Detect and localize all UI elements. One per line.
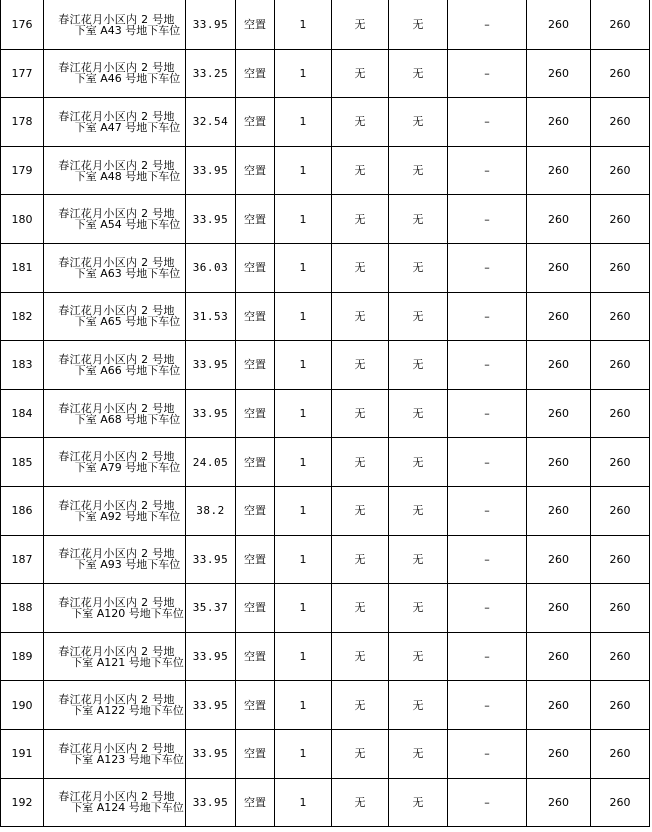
col7-cell: 无 <box>389 341 448 390</box>
area-cell: 33.95 <box>186 146 236 195</box>
col8-cell: – <box>448 438 527 487</box>
col9-cell: 260 <box>527 98 591 147</box>
col7-cell: 无 <box>389 681 448 730</box>
col9-cell: 260 <box>527 146 591 195</box>
col7-cell: 无 <box>389 632 448 681</box>
parking-space-name-line2: 下室 A47 号地下车位 <box>74 120 181 134</box>
area-cell: 24.05 <box>186 438 236 487</box>
col9-cell: 260 <box>527 195 591 244</box>
quantity-cell: 1 <box>275 729 332 778</box>
parking-space-name-cell <box>44 535 186 584</box>
row-number-cell: 184 <box>1 389 44 438</box>
col8-cell: – <box>448 535 527 584</box>
parking-space-name-cell <box>44 341 186 390</box>
parking-space-name-line1: 春江花月小区内 2 号地 <box>58 158 175 172</box>
area-cell: 38.2 <box>186 486 236 535</box>
col9-cell: 260 <box>527 681 591 730</box>
col6-cell: 无 <box>332 341 389 390</box>
parking-space-name-line2: 下室 A122 号地下车位 <box>71 704 184 718</box>
parking-space-name-line1: 春江花月小区内 2 号地 <box>58 644 175 658</box>
area-cell: 32.54 <box>186 98 236 147</box>
col8-cell: – <box>448 243 527 292</box>
col8-cell: – <box>448 486 527 535</box>
table-row <box>1 1 650 50</box>
parking-space-name-line2: 下室 A48 号地下车位 <box>74 169 181 183</box>
table-row <box>1 292 650 341</box>
col9-cell: 260 <box>527 292 591 341</box>
status-cell: 空置 <box>236 146 275 195</box>
col8-cell: – <box>448 292 527 341</box>
row-number-cell: 189 <box>1 632 44 681</box>
parking-space-name-line1: 春江花月小区内 2 号地 <box>58 790 175 804</box>
col6-cell: 无 <box>332 98 389 147</box>
quantity-cell: 1 <box>275 438 332 487</box>
col6-cell: 无 <box>332 195 389 244</box>
status-cell: 空置 <box>236 681 275 730</box>
quantity-cell: 1 <box>275 389 332 438</box>
col9-cell: 260 <box>527 389 591 438</box>
parking-space-name-cell <box>44 292 186 341</box>
area-cell: 33.95 <box>186 1 236 50</box>
table-row <box>1 438 650 487</box>
table-row <box>1 49 650 98</box>
row-number-cell: 186 <box>1 486 44 535</box>
parking-space-name-cell <box>44 195 186 244</box>
col6-cell: 无 <box>332 292 389 341</box>
quantity-cell: 1 <box>275 292 332 341</box>
col9-cell: 260 <box>527 535 591 584</box>
parking-space-name-cell <box>44 389 186 438</box>
status-cell: 空置 <box>236 778 275 827</box>
col10-cell: 260 <box>591 341 650 390</box>
parking-space-name-line1: 春江花月小区内 2 号地 <box>58 109 175 123</box>
col6-cell: 无 <box>332 1 389 50</box>
quantity-cell: 1 <box>275 243 332 292</box>
col8-cell: – <box>448 681 527 730</box>
parking-space-name-line2: 下室 A43 号地下车位 <box>74 23 181 37</box>
row-number-cell: 192 <box>1 778 44 827</box>
parking-space-name-line1: 春江花月小区内 2 号地 <box>58 61 175 75</box>
col10-cell: 260 <box>591 195 650 244</box>
status-cell: 空置 <box>236 292 275 341</box>
col8-cell: – <box>448 49 527 98</box>
col8-cell: – <box>448 146 527 195</box>
col6-cell: 无 <box>332 729 389 778</box>
status-cell: 空置 <box>236 486 275 535</box>
status-cell: 空置 <box>236 243 275 292</box>
parking-space-name-line1: 春江花月小区内 2 号地 <box>58 741 175 755</box>
quantity-cell: 1 <box>275 778 332 827</box>
area-cell: 33.95 <box>186 778 236 827</box>
table-row <box>1 389 650 438</box>
col8-cell: – <box>448 1 527 50</box>
quantity-cell: 1 <box>275 486 332 535</box>
col10-cell: 260 <box>591 438 650 487</box>
parking-space-name-line2: 下室 A46 号地下车位 <box>74 72 181 86</box>
parking-space-name-line2: 下室 A63 号地下车位 <box>74 266 181 280</box>
row-number-cell: 176 <box>1 1 44 50</box>
col6-cell: 无 <box>332 584 389 633</box>
col6-cell: 无 <box>332 681 389 730</box>
parking-space-name-line1: 春江花月小区内 2 号地 <box>58 450 175 464</box>
col10-cell: 260 <box>591 243 650 292</box>
area-cell: 35.37 <box>186 584 236 633</box>
col8-cell: – <box>448 341 527 390</box>
table-row <box>1 681 650 730</box>
parking-space-name-cell <box>44 49 186 98</box>
area-cell: 33.95 <box>186 389 236 438</box>
col7-cell: 无 <box>389 195 448 244</box>
parking-space-name-line2: 下室 A54 号地下车位 <box>74 218 181 232</box>
status-cell: 空置 <box>236 195 275 244</box>
col6-cell: 无 <box>332 146 389 195</box>
parking-space-name-cell <box>44 486 186 535</box>
table-body <box>1 1 650 827</box>
table-row <box>1 243 650 292</box>
status-cell: 空置 <box>236 584 275 633</box>
parking-space-name-line1: 春江花月小区内 2 号地 <box>58 595 175 609</box>
col10-cell: 260 <box>591 584 650 633</box>
col8-cell: – <box>448 584 527 633</box>
col9-cell: 260 <box>527 729 591 778</box>
parking-space-name-line1: 春江花月小区内 2 号地 <box>58 304 175 318</box>
parking-space-name-line1: 春江花月小区内 2 号地 <box>58 12 175 26</box>
row-number-cell: 191 <box>1 729 44 778</box>
row-number-cell: 177 <box>1 49 44 98</box>
table-row <box>1 778 650 827</box>
row-number-cell: 188 <box>1 584 44 633</box>
col8-cell: – <box>448 632 527 681</box>
row-number-cell: 182 <box>1 292 44 341</box>
quantity-cell: 1 <box>275 584 332 633</box>
col8-cell: – <box>448 195 527 244</box>
parking-space-name-line2: 下室 A123 号地下车位 <box>71 752 184 766</box>
col7-cell: 无 <box>389 729 448 778</box>
row-number-cell: 183 <box>1 341 44 390</box>
col10-cell: 260 <box>591 535 650 584</box>
col9-cell: 260 <box>527 438 591 487</box>
col7-cell: 无 <box>389 778 448 827</box>
quantity-cell: 1 <box>275 146 332 195</box>
parking-space-name-cell <box>44 729 186 778</box>
col6-cell: 无 <box>332 535 389 584</box>
quantity-cell: 1 <box>275 632 332 681</box>
parking-space-name-line1: 春江花月小区内 2 号地 <box>58 547 175 561</box>
parking-space-name-line2: 下室 A92 号地下车位 <box>74 509 181 523</box>
status-cell: 空置 <box>236 729 275 778</box>
col10-cell: 260 <box>591 778 650 827</box>
col7-cell: 无 <box>389 389 448 438</box>
status-cell: 空置 <box>236 1 275 50</box>
col7-cell: 无 <box>389 49 448 98</box>
col10-cell: 260 <box>591 632 650 681</box>
parking-space-name-line2: 下室 A121 号地下车位 <box>71 655 184 669</box>
col10-cell: 260 <box>591 729 650 778</box>
col10-cell: 260 <box>591 146 650 195</box>
col6-cell: 无 <box>332 632 389 681</box>
parking-space-name-cell <box>44 632 186 681</box>
col6-cell: 无 <box>332 389 389 438</box>
col9-cell: 260 <box>527 778 591 827</box>
col7-cell: 无 <box>389 584 448 633</box>
row-number-cell: 179 <box>1 146 44 195</box>
parking-space-name-line1: 春江花月小区内 2 号地 <box>58 255 175 269</box>
col7-cell: 无 <box>389 1 448 50</box>
row-number-cell: 185 <box>1 438 44 487</box>
col7-cell: 无 <box>389 486 448 535</box>
col7-cell: 无 <box>389 292 448 341</box>
area-cell: 36.03 <box>186 243 236 292</box>
col8-cell: – <box>448 98 527 147</box>
col9-cell: 260 <box>527 49 591 98</box>
col9-cell: 260 <box>527 243 591 292</box>
quantity-cell: 1 <box>275 535 332 584</box>
parking-space-name-line2: 下室 A66 号地下车位 <box>74 363 181 377</box>
status-cell: 空置 <box>236 49 275 98</box>
row-number-cell: 187 <box>1 535 44 584</box>
parking-space-name-cell <box>44 98 186 147</box>
status-cell: 空置 <box>236 389 275 438</box>
quantity-cell: 1 <box>275 341 332 390</box>
col10-cell: 260 <box>591 681 650 730</box>
parking-space-name-line1: 春江花月小区内 2 号地 <box>58 693 175 707</box>
col9-cell: 260 <box>527 584 591 633</box>
col7-cell: 无 <box>389 146 448 195</box>
col8-cell: – <box>448 389 527 438</box>
area-cell: 31.53 <box>186 292 236 341</box>
col6-cell: 无 <box>332 778 389 827</box>
parking-space-name-line1: 春江花月小区内 2 号地 <box>58 498 175 512</box>
col7-cell: 无 <box>389 98 448 147</box>
parking-space-name-line1: 春江花月小区内 2 号地 <box>58 352 175 366</box>
table-row <box>1 195 650 244</box>
quantity-cell: 1 <box>275 49 332 98</box>
parking-space-name-line2: 下室 A79 号地下车位 <box>74 461 181 475</box>
parking-space-name-cell <box>44 438 186 487</box>
area-cell: 33.95 <box>186 195 236 244</box>
parking-space-name-line2: 下室 A65 号地下车位 <box>74 315 181 329</box>
row-number-cell: 181 <box>1 243 44 292</box>
col6-cell: 无 <box>332 243 389 292</box>
quantity-cell: 1 <box>275 98 332 147</box>
area-cell: 33.95 <box>186 341 236 390</box>
table-row <box>1 146 650 195</box>
area-cell: 33.95 <box>186 681 236 730</box>
table-row <box>1 729 650 778</box>
row-number-cell: 180 <box>1 195 44 244</box>
parking-space-name-line2: 下室 A120 号地下车位 <box>71 606 184 620</box>
status-cell: 空置 <box>236 632 275 681</box>
row-number-cell: 178 <box>1 98 44 147</box>
parking-space-name-line1: 春江花月小区内 2 号地 <box>58 207 175 221</box>
parking-space-name-line2: 下室 A93 号地下车位 <box>74 558 181 572</box>
col10-cell: 260 <box>591 98 650 147</box>
col8-cell: – <box>448 729 527 778</box>
table-row <box>1 341 650 390</box>
col7-cell: 无 <box>389 438 448 487</box>
col9-cell: 260 <box>527 632 591 681</box>
parking-space-name-cell <box>44 243 186 292</box>
table-row <box>1 535 650 584</box>
col9-cell: 260 <box>527 1 591 50</box>
col9-cell: 260 <box>527 486 591 535</box>
status-cell: 空置 <box>236 341 275 390</box>
col10-cell: 260 <box>591 486 650 535</box>
quantity-cell: 1 <box>275 1 332 50</box>
status-cell: 空置 <box>236 535 275 584</box>
parking-space-name-cell <box>44 681 186 730</box>
col6-cell: 无 <box>332 486 389 535</box>
col10-cell: 260 <box>591 389 650 438</box>
col10-cell: 260 <box>591 49 650 98</box>
area-cell: 33.95 <box>186 535 236 584</box>
parking-space-name-cell <box>44 778 186 827</box>
parking-space-name-line1: 春江花月小区内 2 号地 <box>58 401 175 415</box>
col7-cell: 无 <box>389 243 448 292</box>
col10-cell: 260 <box>591 1 650 50</box>
table-row <box>1 98 650 147</box>
area-cell: 33.95 <box>186 632 236 681</box>
status-cell: 空置 <box>236 438 275 487</box>
col6-cell: 无 <box>332 49 389 98</box>
parking-space-name-line2: 下室 A124 号地下车位 <box>71 801 184 815</box>
table-row <box>1 584 650 633</box>
parking-space-name-cell <box>44 1 186 50</box>
col7-cell: 无 <box>389 535 448 584</box>
parking-space-name-cell <box>44 584 186 633</box>
col6-cell: 无 <box>332 438 389 487</box>
col10-cell: 260 <box>591 292 650 341</box>
status-cell: 空置 <box>236 98 275 147</box>
row-number-cell: 190 <box>1 681 44 730</box>
quantity-cell: 1 <box>275 195 332 244</box>
parking-space-name-cell <box>44 146 186 195</box>
parking-space-name-line2: 下室 A68 号地下车位 <box>74 412 181 426</box>
table-row <box>1 486 650 535</box>
col9-cell: 260 <box>527 341 591 390</box>
area-cell: 33.25 <box>186 49 236 98</box>
area-cell: 33.95 <box>186 729 236 778</box>
col8-cell: – <box>448 778 527 827</box>
quantity-cell: 1 <box>275 681 332 730</box>
table-row <box>1 632 650 681</box>
